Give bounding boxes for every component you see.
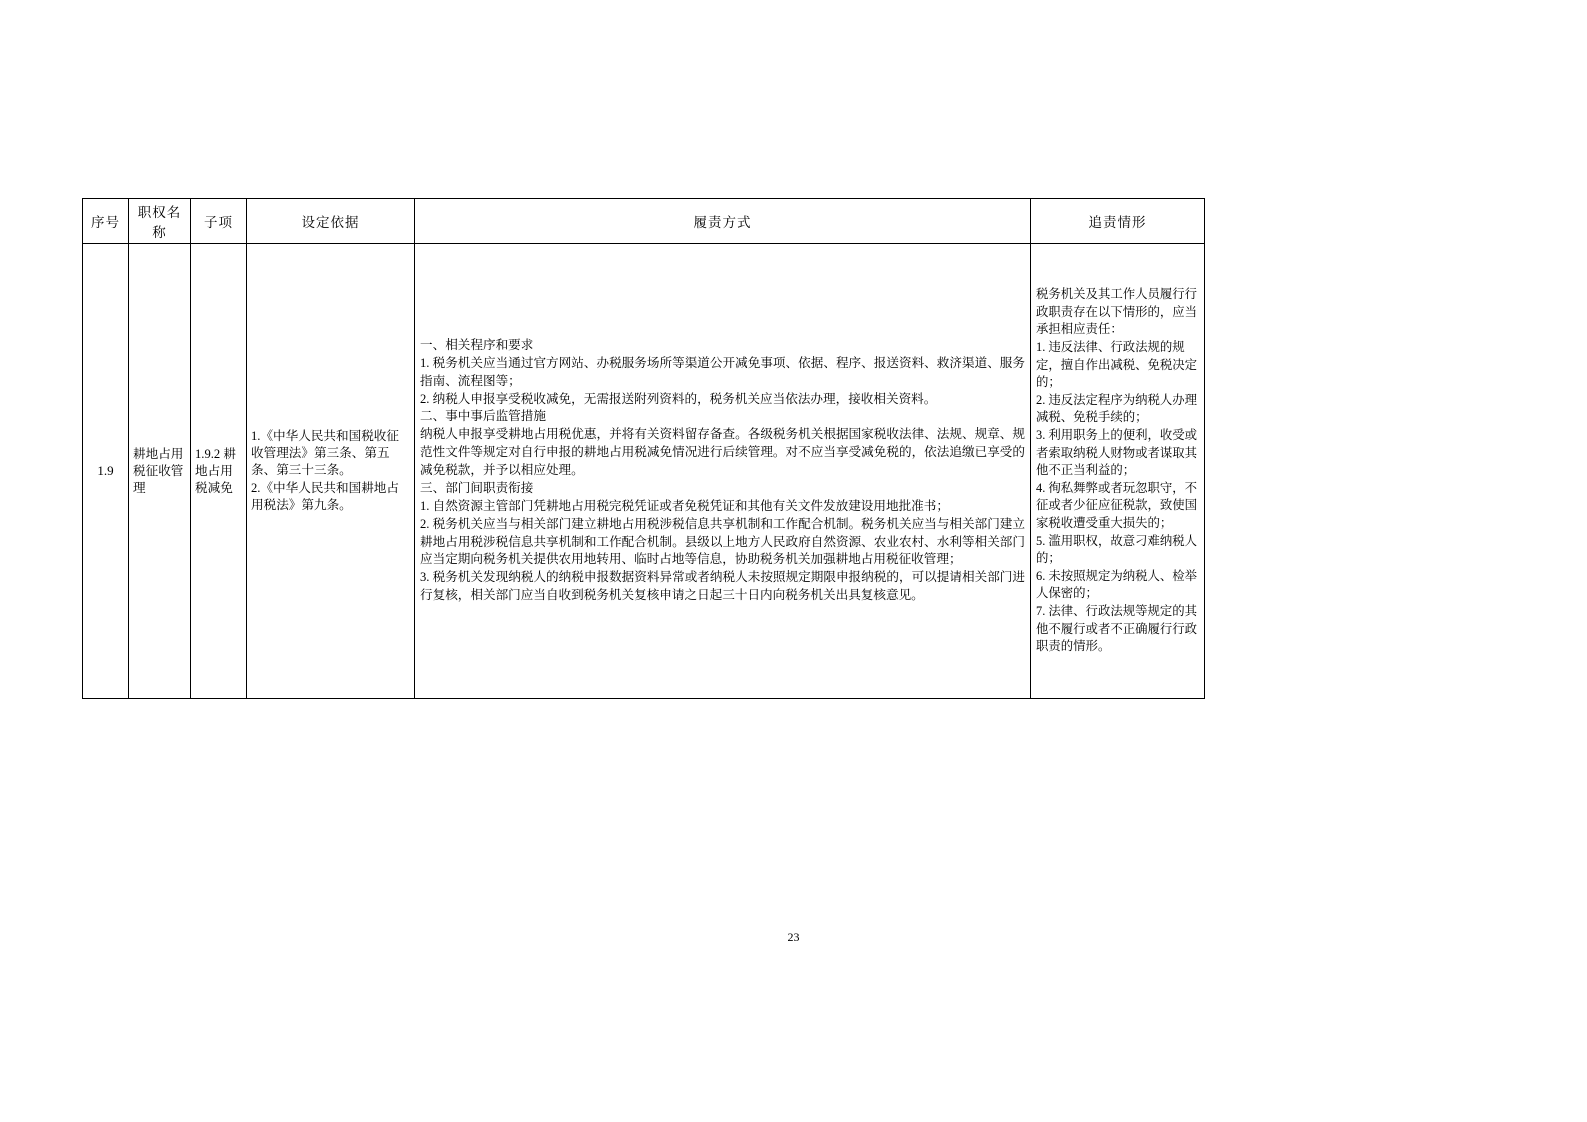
- duty-line: 2. 税务机关应当与相关部门建立耕地占用税涉税信息共享机制和工作配合机制。税务机关应当与相关部门建立耕地占用税涉税信息共享机制和工作配合机制。县级以上地方人民政府自然资源、农业农村、水利等相关部门应当定期向税务机关提供农用地转用、临时占地等信息，协助税务机关加强耕地占用税征收管理；: [420, 516, 1025, 567]
- duty-line: 1. 自然资源主管部门凭耕地占用税完税凭证或者免税凭证和其他有关文件发放建设用地批准书；: [420, 498, 949, 513]
- duty-line: 3. 税务机关发现纳税人的纳税申报数据资料异常或者纳税人未按照规定期限申报纳税的，可以提请相关部门进行复核，相关部门应当自收到税务机关复核申请之日起三十日内向税务机关出具复核意见。: [420, 570, 1025, 603]
- cell-sub-item: 1.9.2 耕地占用税减免: [191, 244, 247, 699]
- header-cell-duty: 履责方式: [415, 199, 1031, 244]
- accountability-line: 1. 违反法律、行政法规的规定，擅自作出减税、免税决定的；: [1036, 339, 1198, 390]
- cell-legal-basis: [247, 244, 415, 699]
- legal-basis-line: 2.《中华人民共和国耕地占用税法》第九条。: [251, 480, 399, 513]
- table-header-row: [83, 199, 1205, 244]
- legal-basis-line: 1.《中华人民共和国税收征收管理法》第三条、第五条、第三十三条。: [251, 428, 399, 478]
- accountability-line: 5. 滥用职权，故意刁难纳税人的；: [1036, 533, 1198, 566]
- header-cell-resp: 追责情形: [1031, 199, 1205, 244]
- table-header: [83, 199, 1205, 244]
- cell-duty-method: [415, 244, 1031, 699]
- header-cell-name: 职权名称: [129, 199, 191, 244]
- duty-line: 2. 纳税人申报享受税收减免，无需报送附列资料的，税务机关应当依法办理，接收相关资料。: [420, 391, 937, 406]
- accountability-line: 税务机关及其工作人员履行行政职责存在以下情形的，应当承担相应责任：: [1036, 287, 1198, 337]
- accountability-line: 4. 徇私舞弊或者玩忽职守，不征或者少征应征税款，致使国家税收遭受重大损失的；: [1036, 480, 1198, 531]
- cell-sequence-number: 1.9: [83, 244, 129, 699]
- accountability-line: 3. 利用职务上的便利，收受或者索取纳税人财物或者谋取其他不正当利益的；: [1036, 427, 1198, 478]
- header-cell-basis: 设定依据: [247, 199, 415, 244]
- duty-line: 1. 税务机关应当通过官方网站、办税服务场所等渠道公开减免事项、依据、程序、报送资料、救济渠道、服务指南、流程图等；: [420, 355, 1025, 388]
- table-row: [83, 244, 1205, 699]
- table-body: [83, 244, 1205, 699]
- duty-line: 纳税人申报享受耕地占用税优惠，并将有关资料留存备查。各级税务机关根据国家税收法律、法规、规章、规范性文件等规定对自行申报的耕地占用税减免情况进行后续管理。对不应当享受减免税的，依法追缴已享受的减免税款，并予以相应处理。: [420, 427, 1025, 478]
- power-list-table: [82, 198, 1205, 699]
- header-cell-seq: 序号: [83, 199, 129, 244]
- accountability-line: 7. 法律、行政法规等规定的其他不履行或者不正确履行行政职责的情形。: [1036, 604, 1198, 654]
- page-number: 23: [787, 930, 800, 944]
- cell-accountability: [1031, 244, 1205, 699]
- accountability-line: 6. 未按照规定为纳税人、检举人保密的；: [1036, 568, 1198, 601]
- cell-power-name: 耕地占用税征收管理: [129, 244, 191, 699]
- accountability-line: 2. 违反法定程序为纳税人办理减税、免税手续的；: [1036, 392, 1198, 425]
- duty-line: 三、部门间职责衔接: [420, 480, 534, 495]
- duty-line: 二、事中事后监管措施: [420, 409, 546, 424]
- duty-line: 一、相关程序和要求: [420, 337, 534, 352]
- header-cell-sub: 子项: [191, 199, 247, 244]
